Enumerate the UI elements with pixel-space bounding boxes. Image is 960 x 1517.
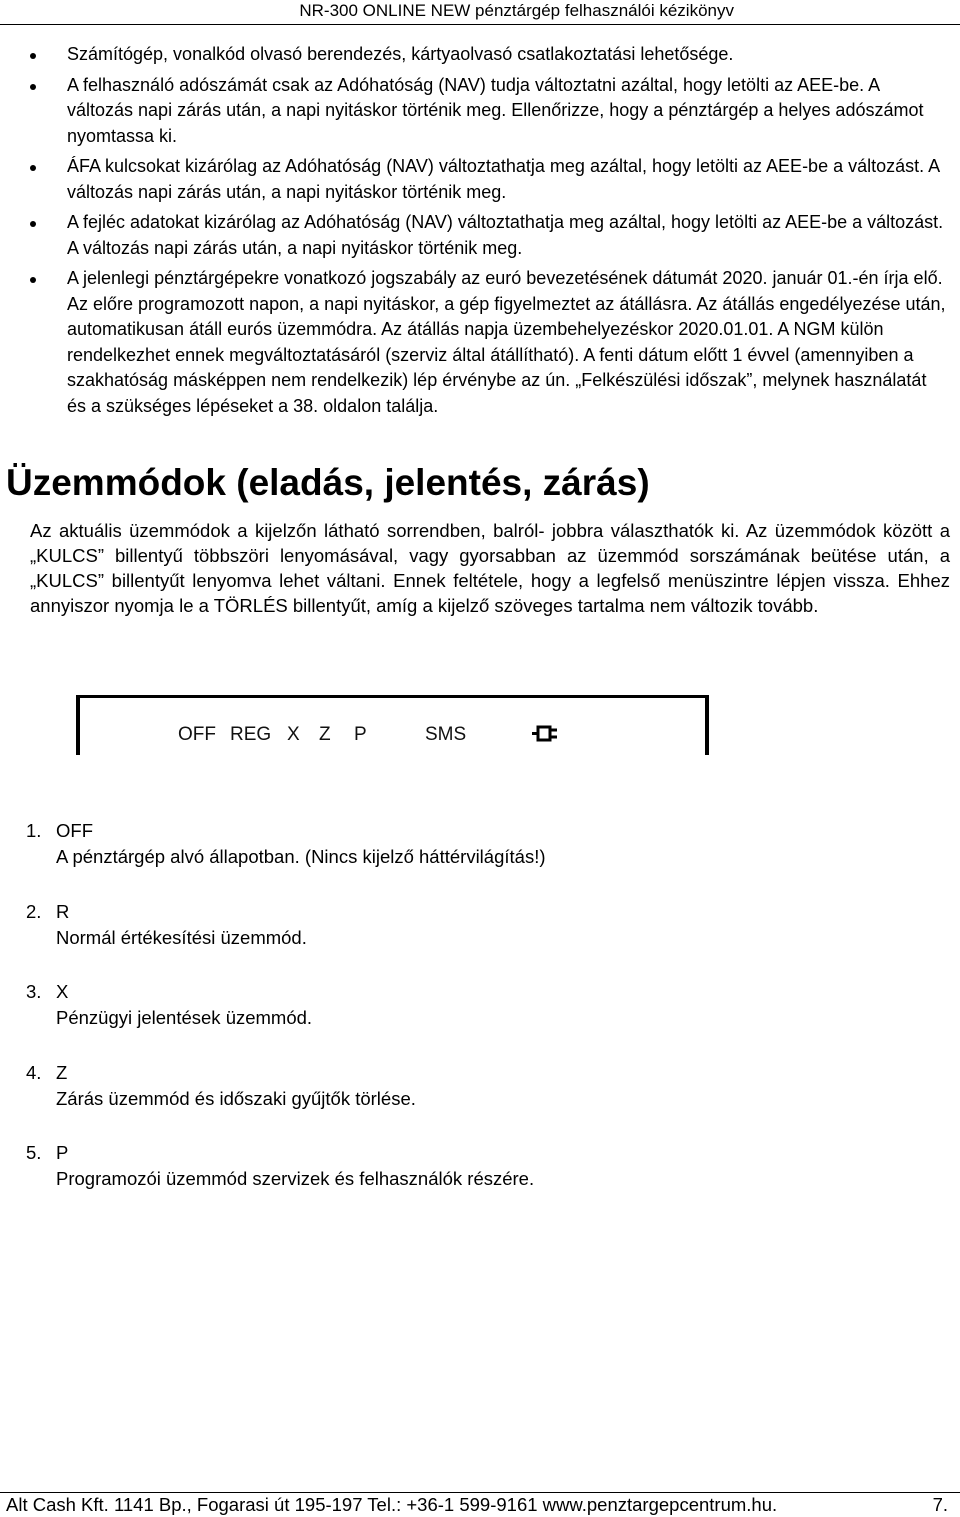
bullet-item: [30, 73, 946, 150]
bullet-text: Számítógép, vonalkód olvasó berendezés, kártyaolvasó csatlakoztatási lehetősége.: [67, 44, 734, 64]
bullet-dot-icon: [30, 277, 36, 283]
mode-description: Zárás üzemmód és időszaki gyűjtők törlése.: [56, 1087, 416, 1109]
plug-icon: [532, 722, 558, 746]
bullet-text: A jelenlegi pénztárgépekre vonatkozó jogszabály az euró bevezetésének dátumát 2020. január 01.-én írja elő. Az előre programozott napon, a napi nyitáskor, a gép figyelmeztet az átállásra. Az átállás engedélyezése után, automatikusan átáll eurós üzemmódra. Az átállás napja üzembehelyezéskor 2020.01.01. A NGM külön rendelkezhet ennek megváltoztatásáról (szerviz által átállítható). A fenti dátum előtt 1 évvel (amennyiben a szakhatóság másképpen nem rendelkezik) lép érvénybe az ún. „Felkészülési időszak”, melynek használatát és a szükséges lépéseket a 38. oldalon találja.: [67, 268, 946, 416]
display-item-x: X: [287, 724, 300, 745]
bullet-item: [30, 210, 946, 261]
page-number: 7.: [932, 1494, 948, 1515]
bullet-dot-icon: [30, 165, 36, 171]
mode-name: X: [56, 981, 69, 1002]
mode-name: R: [56, 900, 70, 922]
footer-contact: Alt Cash Kft. 1141 Bp., Fogarasi út 195-197 Tel.: +36-1 599-9161 www.penztargepcentrum.hu.: [6, 1494, 778, 1515]
display-item-reg: REG: [230, 724, 272, 745]
mode-name: Z: [56, 1061, 68, 1083]
page-header: [0, 0, 960, 25]
mode-name: OFF: [56, 820, 93, 841]
section-heading: Üzemmódok (eladás, jelentés, zárás): [6, 462, 650, 503]
display-item-p: P: [354, 724, 367, 745]
mode-name: P: [56, 1142, 69, 1163]
bullet-item: [30, 154, 946, 205]
bullet-item: [30, 42, 946, 68]
mode-number: 1.: [26, 820, 42, 841]
display-illustration: [76, 695, 709, 755]
bullet-text: A felhasználó adószámát csak az Adóhatóság (NAV) tudja változtatni azáltal, hogy letölti az AEE-be. A változás napi zárás után, a napi nyitáskor történik meg. Ellenőrizze, hogy a pénztárgép a helyes adószámot nyomtassa ki.: [67, 74, 924, 146]
mode-number: 5.: [26, 1142, 42, 1163]
mode-number: 4.: [26, 1061, 42, 1083]
mode-description: Programozói üzemmód szervizek és felhasználók részére.: [56, 1168, 535, 1189]
header-title: NR-300 ONLINE NEW pénztárgép felhasználói kézikönyv: [299, 1, 734, 20]
bullet-item: [30, 266, 946, 419]
bullet-dot-icon: [30, 221, 36, 227]
section-paragraph: Az aktuális üzemmódok a kijelzőn látható sorrendben, balról- jobbra választhatók ki. Az üzemmódok között a „KULCS” billentyű többszöri lenyomásával, vagy gyorsabban az üzemmód sorszámának beütése után, a „KULCS” billentyűt lenyomva lehet váltani. Ennek feltétele, hogy a legfelső menüszintre lépjen vissza. Ehhez annyiszor nyomja le a TÖRLÉS billentyűt, amíg a kijelző szöveges tartalma nem változik tovább.: [30, 520, 950, 616]
display-item-sms: SMS: [425, 724, 467, 745]
mode-number: 3.: [26, 981, 42, 1002]
bullet-dot-icon: [30, 53, 36, 59]
mode-number: 2.: [26, 900, 42, 922]
bullet-text: A fejléc adatokat kizárólag az Adóhatóság (NAV) változtathatja meg azáltal, hogy letölti az AEE-be a változást. A változás napi zárás után, a napi nyitáskor történik meg.: [67, 212, 944, 258]
display-item-off: OFF: [178, 724, 216, 745]
mode-description: Normál értékesítési üzemmód.: [56, 926, 307, 948]
bullet-text: ÁFA kulcsokat kizárólag az Adóhatóság (NAV) változtathatja meg azáltal, hogy letölti az AEE-be a változást. A változás napi zárás után, a napi nyitáskor történik meg.: [67, 156, 940, 202]
display-item-z: Z: [319, 724, 331, 745]
mode-description: A pénztárgép alvó állapotban. (Nincs kijelző háttérvilágítás!): [56, 846, 546, 867]
feature-bullet-list: [30, 42, 946, 424]
page-footer: [0, 1492, 960, 1517]
bullet-dot-icon: [30, 84, 36, 90]
mode-description: Pénzügyi jelentések üzemmód.: [56, 1007, 313, 1028]
